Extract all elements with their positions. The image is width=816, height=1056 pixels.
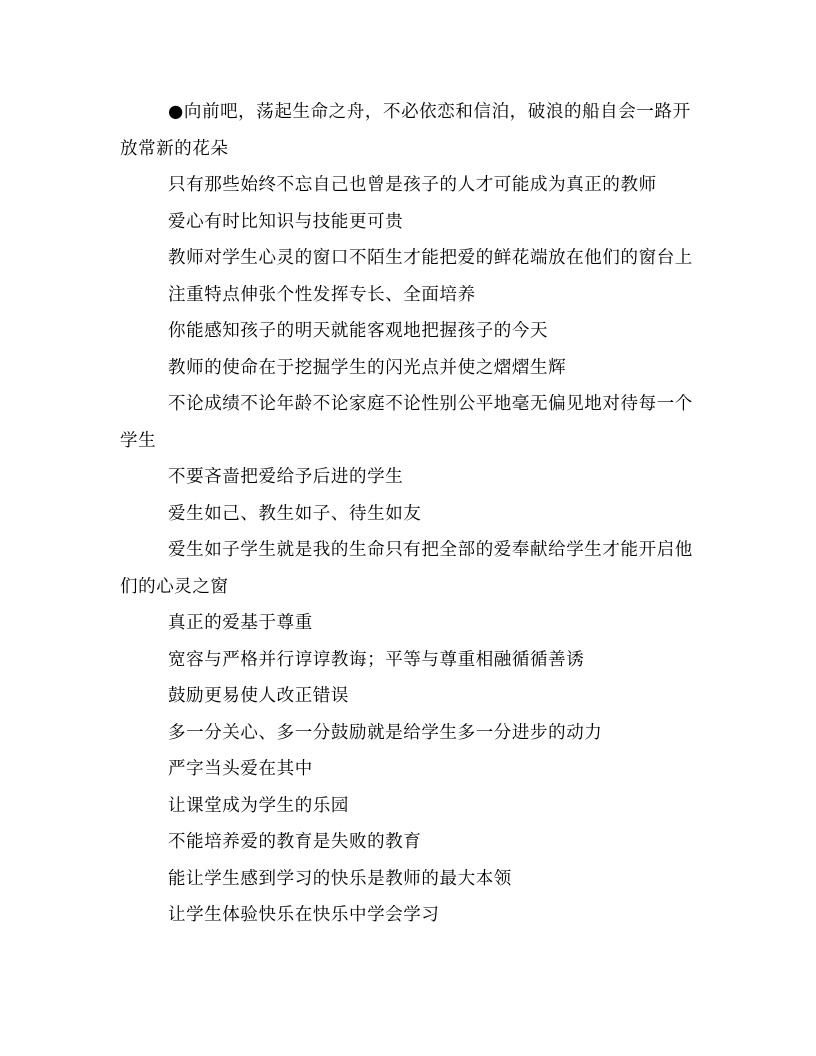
paragraph: 教师对学生心灵的窗口不陌生才能把爱的鲜花端放在他们的窗台上: [168, 248, 693, 268]
paragraph: 让学生体验快乐在快乐中学会学习: [168, 905, 440, 925]
paragraph: 你能感知孩子的明天就能客观地把握孩子的今天: [168, 321, 549, 341]
paragraph: 只有那些始终不忘自己也曾是孩子的人才可能成为真正的教师: [168, 175, 657, 195]
paragraph: 多一分关心、多一分鼓励就是给学生多一分进步的动力: [168, 722, 603, 743]
paragraph: 注重特点伸张个性发挥专长、全面培养: [168, 284, 476, 305]
paragraph: 能让学生感到学习的快乐是教师的最大本领: [168, 868, 512, 889]
paragraph: 不论成绩不论年龄不论家庭不论性别公平地毫无偏见地对待每一个学生: [120, 394, 693, 451]
paragraph: 宽容与严格并行谆谆教诲；平等与尊重相融循循善诱: [168, 649, 585, 670]
paragraph: 不能培养爱的教育是失败的教育: [168, 832, 422, 852]
paragraph: 爱心有时比知识与技能更可贵: [168, 211, 404, 232]
paragraph: 不要吝啬把爱给予后进的学生: [168, 467, 404, 487]
document-body: [120, 94, 696, 934]
paragraph: 爱生如子学生就是我的生命只有把全部的爱奉献给学生才能开启他们的心灵之窗: [120, 540, 693, 597]
paragraph: 鼓励更易使人改正错误: [168, 686, 349, 706]
paragraph: 严字当头爱在其中: [168, 759, 313, 779]
paragraph: 教师的使命在于挖掘学生的闪光点并使之熠熠生辉: [168, 357, 567, 378]
paragraph: 爱生如己、教生如子、待生如友: [168, 503, 422, 524]
paragraph: ●向前吧，荡起生命之舟，不必依恋和信泊，破浪的船自会一路开放常新的花朵: [120, 102, 691, 159]
paragraph: 真正的爱基于尊重: [168, 613, 313, 633]
paragraph: 让课堂成为学生的乐园: [168, 795, 349, 816]
